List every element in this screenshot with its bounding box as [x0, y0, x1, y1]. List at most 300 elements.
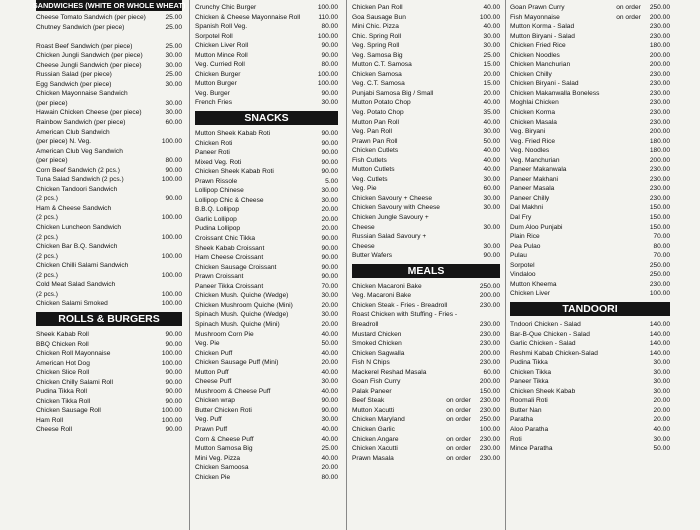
menu-item — [195, 310, 338, 320]
item-price: 50.00 — [321, 340, 338, 348]
item-name: Mutton Xacutti — [352, 406, 395, 414]
item-name: (per piece) — [36, 157, 68, 165]
item-name: Chicken Cutlets — [352, 147, 399, 155]
item-price: 25.00 — [165, 42, 182, 50]
menu-item — [510, 175, 670, 185]
item-price: 50.00 — [653, 445, 670, 453]
menu-item — [195, 32, 338, 42]
item-price: 30.00 — [165, 99, 182, 107]
item-price: 100.00 — [161, 416, 182, 424]
item-price: 25.00 — [483, 51, 500, 59]
item-price: 20.00 — [653, 406, 670, 414]
menu-item — [510, 435, 670, 445]
menu-item — [195, 358, 338, 368]
item-price: 90.00 — [321, 273, 338, 281]
item-name: Smoked Chicken — [352, 340, 402, 348]
item-name: Paneer Makanwala — [510, 166, 567, 174]
item-name: Dum Aloo Punjabi — [510, 223, 563, 231]
menu-column-4 — [510, 0, 670, 530]
item-price: 250.00 — [649, 4, 670, 11]
item-name: Mutton Mince Roll — [195, 51, 248, 59]
menu-item — [352, 79, 500, 89]
item-price: 140.00 — [649, 349, 670, 357]
item-price: 100.00 — [161, 252, 182, 260]
item-name: Chicken Slice Roll — [36, 369, 90, 377]
item-name: Chicken Makanwalla Boneless — [510, 89, 600, 97]
item-name: Mixed Veg. Roti — [195, 158, 242, 166]
item-price: 90.00 — [321, 42, 338, 50]
item-name: Aloo Paratha — [510, 425, 549, 433]
menu-item — [510, 184, 670, 194]
item-name: Chicken Pan Roll — [352, 4, 403, 11]
meals-list — [352, 282, 500, 463]
item-name: Veg. Curried Roll — [195, 61, 245, 69]
menu-item — [195, 215, 338, 225]
item-price: 30.00 — [483, 42, 500, 50]
item-name: Veg. Pan Roll — [352, 128, 392, 136]
item-name: Chicken Salami Smoked — [36, 300, 108, 308]
item-price: 90.00 — [321, 51, 338, 59]
item-name: Mutton Potato Chop — [352, 99, 411, 107]
menu-item — [36, 147, 182, 157]
item-name: Chicken Mayonnaise Sandwich — [36, 90, 128, 98]
item-price: 30.00 — [165, 52, 182, 60]
menu-item — [36, 51, 182, 61]
item-name: Paneer Tikka Croissant — [195, 282, 264, 290]
item-price: 100.00 — [161, 300, 182, 308]
menu-item — [352, 415, 500, 425]
item-name: BBQ Chicken Roll — [36, 340, 89, 348]
item-price: 230.00 — [479, 359, 500, 367]
menu-item — [195, 301, 338, 311]
item-name: Spanish Roll Veg. — [195, 23, 248, 31]
item-price: 230.00 — [479, 454, 500, 462]
snacks-list — [195, 129, 338, 482]
item-price: 40.00 — [321, 349, 338, 357]
menu-item — [195, 282, 338, 292]
menu-item — [195, 22, 338, 32]
menu-item — [352, 251, 500, 261]
item-name: Mustard Chicken — [352, 330, 402, 338]
menu-item — [510, 377, 670, 387]
item-price: 100.00 — [479, 425, 500, 433]
menu-item — [510, 194, 670, 204]
item-note: on order — [616, 13, 641, 21]
item-price: 90.00 — [483, 252, 500, 260]
item-price: 70.00 — [653, 252, 670, 260]
item-price: 100.00 — [161, 138, 182, 146]
item-name: Veg. Potato Chop — [352, 109, 404, 117]
menu-item — [510, 349, 670, 359]
menu-item — [195, 177, 338, 187]
item-name: Mini Chic. Pizza — [352, 23, 399, 31]
item-price: 30.00 — [483, 128, 500, 136]
menu-item — [352, 291, 500, 301]
menu-item — [195, 253, 338, 263]
menu-item — [352, 213, 500, 223]
tandoori-list — [510, 320, 670, 454]
item-name: Cheese Puff — [195, 378, 232, 386]
item-price: 250.00 — [649, 271, 670, 279]
item-price: 230.00 — [649, 175, 670, 183]
item-name: Chicken Samoosa — [195, 464, 249, 472]
item-name: Chicken Macaroni Bake — [352, 282, 422, 290]
item-price: 230.00 — [649, 166, 670, 174]
menu-item — [195, 89, 338, 99]
item-price: 230.00 — [649, 23, 670, 31]
item-price: 230.00 — [649, 99, 670, 107]
menu-item — [195, 205, 338, 215]
menu-item — [195, 13, 338, 23]
menu-item — [352, 368, 500, 378]
menu-item — [510, 425, 670, 435]
item-price: 100.00 — [161, 290, 182, 298]
menu-item — [195, 234, 338, 244]
item-price: 40.00 — [321, 387, 338, 395]
menu-item — [352, 301, 500, 311]
menu-item — [36, 204, 182, 214]
item-price: 100.00 — [161, 359, 182, 367]
item-price: 30.00 — [321, 99, 338, 107]
item-name: American Club Sandwich — [36, 128, 110, 136]
item-name: Prawn Puff — [195, 425, 228, 433]
item-name: Mini Veg. Pizza — [195, 454, 241, 462]
menu-item — [510, 137, 670, 147]
item-name: Roast Beef Sandwich (per piece) — [36, 42, 133, 50]
item-price: 200.00 — [649, 51, 670, 59]
menu-item — [510, 396, 670, 406]
item-name: Mutton Biryani - Salad — [510, 32, 575, 40]
item-name: Reshmi Kabab Chicken-Salad — [510, 349, 598, 357]
item-name: Bar-B-Que Chicken - Salad — [510, 330, 590, 338]
item-name: Chicken Mush. Quiche (Wedge) — [195, 292, 289, 300]
menu-item — [352, 156, 500, 166]
item-name: Chic. Spring Roll — [352, 32, 402, 40]
item-name: Beef Steak — [352, 397, 385, 405]
item-name: Cheese — [352, 223, 375, 231]
item-price: 30.00 — [483, 242, 500, 250]
item-name: Chicken Xacutti — [352, 445, 398, 453]
menu-item — [36, 261, 182, 271]
menu-item — [36, 223, 182, 233]
menu-item — [352, 118, 500, 128]
item-name: Chicken Bar B.Q. Sandwich — [36, 243, 118, 251]
item-price: 30.00 — [321, 416, 338, 424]
item-price: 20.00 — [321, 320, 338, 328]
item-name: Chicken & Cheese Mayonnaise Roll — [195, 13, 301, 21]
item-price: 30.00 — [653, 359, 670, 367]
menu-item — [352, 13, 500, 23]
menu-item — [352, 70, 500, 80]
item-name: Pudina Tikka Roll — [36, 388, 87, 396]
item-name: Lollipop Chic & Cheese — [195, 196, 264, 204]
item-price: 100.00 — [161, 214, 182, 222]
item-price: 200.00 — [649, 13, 670, 21]
menu-item — [510, 251, 670, 261]
menu-item — [510, 232, 670, 242]
item-name: Chicken Chilly Salami Roll — [36, 378, 113, 386]
menu-item — [510, 108, 670, 118]
item-price: 250.00 — [479, 416, 500, 424]
menu-item — [510, 415, 670, 425]
item-price: 90.00 — [321, 397, 338, 405]
savouries-list — [352, 3, 500, 261]
menu-item — [352, 203, 500, 213]
item-name: Mushroom & Cheese Puff — [195, 387, 271, 395]
item-price: 230.00 — [479, 406, 500, 414]
mains-list — [510, 3, 670, 299]
item-name: Roomali Roti — [510, 397, 548, 405]
menu-item — [36, 378, 182, 388]
menu-item — [510, 358, 670, 368]
item-name: Veg. Puff — [195, 416, 222, 424]
item-name: American Hot Dog — [36, 359, 90, 367]
item-name: B.B.Q. Lollipop — [195, 206, 239, 214]
menu-item — [36, 416, 182, 426]
item-price: 30.00 — [321, 292, 338, 300]
item-price: 230.00 — [479, 397, 500, 405]
item-name: Mutton Sheek Kabab Roti — [195, 130, 271, 138]
menu-item — [195, 425, 338, 435]
menu-item — [36, 340, 182, 350]
menu-item — [195, 98, 338, 108]
item-note: on order — [446, 406, 471, 414]
item-price: 90.00 — [165, 397, 182, 405]
menu-item — [195, 330, 338, 340]
menu-item — [352, 435, 500, 445]
item-name: Chicken Biryani - Salad — [510, 80, 579, 88]
menu-item — [36, 185, 182, 195]
menu-item — [510, 270, 670, 280]
item-name: Chicken Tikka Roll — [36, 397, 91, 405]
menu-item — [195, 473, 338, 483]
item-name: Sorpotel Roll — [195, 32, 233, 40]
item-name: Ham Roll — [36, 416, 64, 424]
item-name: Punjabi Samosa Big / Small — [352, 89, 434, 97]
menu-item — [36, 406, 182, 416]
item-note: on order — [446, 445, 471, 453]
item-name: Cheese Tomato Sandwich (per piece) — [36, 14, 146, 21]
menu-column-3 — [352, 0, 500, 530]
menu-item — [195, 463, 338, 473]
menu-item — [36, 32, 182, 42]
item-name: Plain Rice — [510, 233, 540, 241]
menu-item — [195, 167, 338, 177]
item-name: Chicken Pie — [195, 473, 231, 481]
column-divider — [346, 0, 347, 530]
menu-item — [195, 339, 338, 349]
item-price: 140.00 — [649, 320, 670, 328]
item-price: 20.00 — [653, 416, 670, 424]
menu-item — [36, 118, 182, 128]
item-name: Chicken Sagwalla — [352, 349, 405, 357]
item-price: 180.00 — [649, 147, 670, 155]
menu-item — [352, 406, 500, 416]
section-header-rolls-burgers: ROLLS & BURGERS — [36, 312, 182, 326]
item-price: 90.00 — [321, 139, 338, 147]
menu-item — [195, 196, 338, 206]
item-price: 100.00 — [317, 80, 338, 88]
item-price: 40.00 — [483, 156, 500, 164]
item-name: Chicken wrap — [195, 397, 235, 405]
item-price: 30.00 — [321, 311, 338, 319]
menu-item — [352, 184, 500, 194]
menu-item — [36, 359, 182, 369]
column-divider — [505, 0, 506, 530]
item-price: 90.00 — [321, 263, 338, 271]
menu-item — [36, 280, 182, 290]
section-header-meals: MEALS — [352, 264, 500, 278]
item-name: (2 pcs.) — [36, 271, 58, 279]
item-name: Paneer Tikka — [510, 378, 549, 386]
item-name: Chicken Mushroom Quiche (Mini) — [195, 301, 293, 309]
item-name: Pea Pulao — [510, 242, 541, 250]
item-price: 40.00 — [321, 425, 338, 433]
item-name: Goan Prawn Curry — [510, 4, 565, 11]
burgers-list — [195, 3, 338, 108]
item-price: 90.00 — [321, 235, 338, 243]
menu-item — [352, 330, 500, 340]
item-name: Ham Cheese Croissant — [195, 254, 264, 262]
menu-item — [352, 232, 500, 242]
item-name: Paneer Makhani — [510, 175, 559, 183]
menu-item — [352, 349, 500, 359]
menu-item — [510, 203, 670, 213]
item-price: 20.00 — [483, 70, 500, 78]
item-price: 90.00 — [165, 330, 182, 338]
item-price: 25.00 — [321, 445, 338, 453]
menu-item — [195, 79, 338, 89]
item-price: 40.00 — [483, 4, 500, 11]
menu-item — [36, 299, 182, 309]
item-name: Chicken Chilly — [510, 70, 552, 78]
item-name: Mutton Samosa Big — [195, 445, 253, 453]
menu-item — [195, 129, 338, 139]
menu-item — [510, 242, 670, 252]
item-name: Veg. Biryani — [510, 128, 546, 136]
item-price: 30.00 — [483, 32, 500, 40]
item-price: 25.00 — [165, 23, 182, 31]
item-price: 25.00 — [165, 14, 182, 21]
item-price: 40.00 — [321, 368, 338, 376]
item-price: 40.00 — [321, 454, 338, 462]
item-name: Veg. Pie — [195, 340, 220, 348]
menu-item — [510, 387, 670, 397]
menu-item — [352, 137, 500, 147]
item-name: Fish Mayonnaise — [510, 13, 560, 21]
item-price: 230.00 — [479, 330, 500, 338]
item-name: Veg. Samosa Big — [352, 51, 403, 59]
item-price: 100.00 — [317, 70, 338, 78]
item-name: Chicken Sausage Puff (Mini) — [195, 359, 279, 367]
item-price: 90.00 — [321, 149, 338, 157]
item-price: 40.00 — [483, 147, 500, 155]
item-price: 30.00 — [483, 223, 500, 231]
menu-item — [36, 290, 182, 300]
item-price: 30.00 — [165, 80, 182, 88]
menu-item — [510, 13, 670, 23]
item-price: 30.00 — [483, 175, 500, 183]
menu-item — [510, 339, 670, 349]
section-header-snacks: SNACKS — [195, 111, 338, 125]
item-price: 230.00 — [649, 80, 670, 88]
item-price: 100.00 — [161, 350, 182, 358]
item-name: Moghlai Chicken — [510, 99, 559, 107]
menu-item — [510, 223, 670, 233]
item-name: Goa Sausage Bun — [352, 13, 406, 21]
menu-item — [510, 261, 670, 271]
menu-item — [36, 80, 182, 90]
menu-column-1 — [32, 0, 186, 530]
menu-item — [352, 22, 500, 32]
item-price: 100.00 — [649, 290, 670, 298]
item-name: Prawn Rissole — [195, 177, 238, 185]
menu-item — [36, 128, 182, 138]
menu-item — [352, 3, 500, 13]
item-name: Spinach Mush. Quiche (Mini) — [195, 320, 280, 328]
item-price: 100.00 — [161, 407, 182, 415]
menu-item — [510, 70, 670, 80]
item-name: Veg. Fried Rice — [510, 137, 556, 145]
item-price: 40.00 — [483, 23, 500, 31]
menu-item — [352, 60, 500, 70]
item-price: 100.00 — [161, 233, 182, 241]
menu-item — [195, 349, 338, 359]
item-name: Fish Cutlets — [352, 156, 387, 164]
menu-item — [195, 454, 338, 464]
item-price: 20.00 — [321, 359, 338, 367]
item-price: 30.00 — [483, 194, 500, 202]
menu-item — [195, 41, 338, 51]
item-note: on order — [616, 4, 641, 11]
item-name: Chicken Savoury + Cheese — [352, 194, 433, 202]
item-name: Garlic Chicken - Salad — [510, 340, 576, 348]
item-price: 20.00 — [321, 301, 338, 309]
menu-item — [352, 98, 500, 108]
item-name: Veg. Spring Roll — [352, 42, 400, 50]
item-name: Breadroll — [352, 320, 379, 328]
menu-item — [36, 99, 182, 109]
menu-item — [510, 330, 670, 340]
menu-item — [510, 118, 670, 128]
item-name: Sheek Kabab Roll — [36, 330, 89, 338]
item-price: 90.00 — [321, 89, 338, 97]
item-name: Chutney Sandwich (per piece) — [36, 23, 125, 31]
item-name: Cheese Roll — [36, 426, 72, 434]
item-price: 90.00 — [165, 369, 182, 377]
item-name: Chicken Sheek Kabab — [510, 387, 576, 395]
menu-item — [36, 108, 182, 118]
menu-item — [510, 3, 670, 13]
item-name: Mutton Pan Roll — [352, 118, 399, 126]
item-name: (2 pcs.) — [36, 195, 58, 203]
item-name: Chicken Korma — [510, 109, 556, 117]
item-price: 15.00 — [483, 80, 500, 88]
menu-item — [510, 32, 670, 42]
menu-item — [352, 175, 500, 185]
menu-item — [352, 194, 500, 204]
item-name: Paneer Masala — [510, 185, 555, 193]
menu-item — [510, 444, 670, 454]
item-name: Chicken Samosa — [352, 70, 402, 78]
item-name: Sorpotel — [510, 261, 535, 269]
menu-item — [195, 224, 338, 234]
menu-column-2 — [195, 0, 338, 530]
item-name: Pudina Lollipop — [195, 225, 241, 233]
item-price: 180.00 — [649, 137, 670, 145]
menu-item — [510, 51, 670, 61]
item-price: 60.00 — [165, 119, 182, 127]
